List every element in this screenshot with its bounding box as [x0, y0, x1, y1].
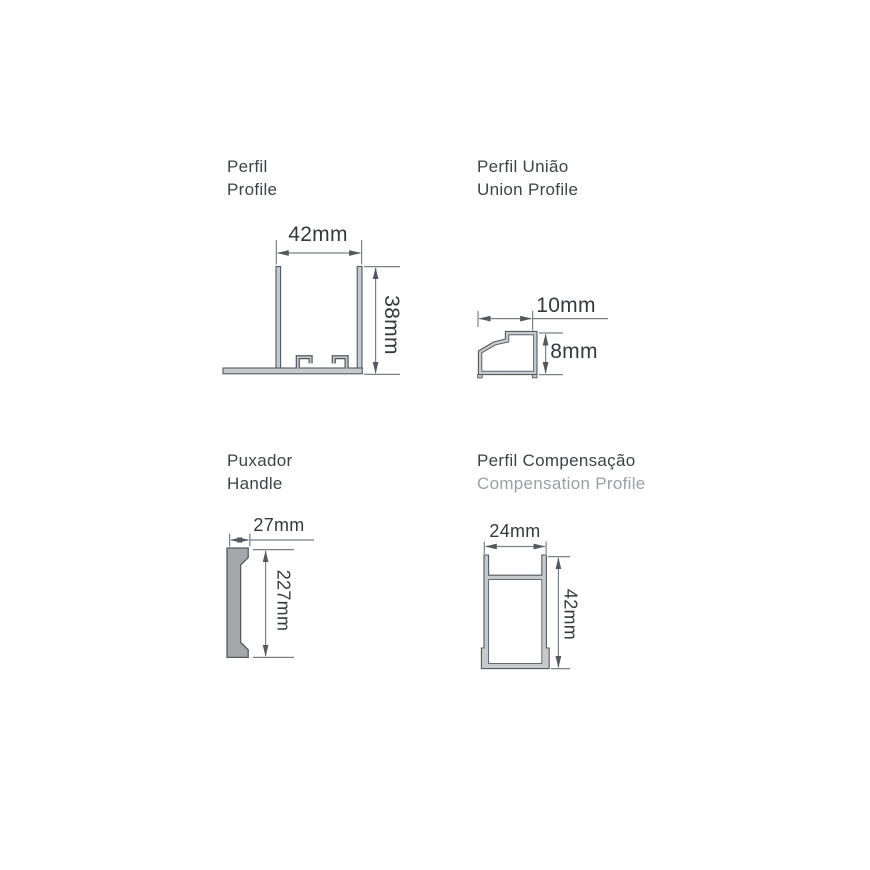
handle-shape: [227, 548, 248, 657]
profile-width-dimension-label: 42mm: [288, 223, 348, 246]
handle-height-dimension-label: 227mm: [273, 569, 294, 632]
compensation-profile-title-pt: Perfil Compensação: [477, 451, 636, 470]
profile-base: [223, 368, 362, 374]
union-profile-title-pt: Perfil União: [477, 157, 569, 176]
union-profile-height-dimension-label: 8mm: [550, 340, 598, 363]
handle-width-dimension-label: 27mm: [253, 515, 305, 535]
handle-cross-section: [227, 548, 248, 657]
profile-glass-clips: [298, 357, 347, 368]
compensation-profile-height-dimension-label: 42mm: [560, 588, 581, 641]
profile-height-dimension-label: 38mm: [380, 295, 403, 355]
union-profile-cross-section: [478, 331, 537, 377]
union-profile-foot-left: [478, 375, 483, 378]
profile-right-wall: [357, 267, 362, 369]
compensation-profile-title-en: Compensation Profile: [477, 473, 646, 493]
profile-title-pt: Perfil: [227, 157, 268, 176]
profile-title-en: Profile: [227, 179, 278, 199]
profile-cross-section: [223, 267, 362, 374]
compensation-profile-width-dimension-label: 24mm: [489, 521, 541, 541]
handle-title-en: Handle: [227, 473, 283, 493]
union-profile-foot-right: [532, 375, 537, 378]
union-profile-title-en: Union Profile: [477, 179, 579, 199]
handle-title: [227, 450, 292, 495]
profile-title: [227, 156, 277, 201]
compensation-profile-cavity: [489, 580, 542, 664]
compensation-profile-cross-section: [481, 555, 549, 669]
compensation-profile-title: [477, 450, 646, 495]
union-profile-title: [477, 156, 578, 201]
profile-left-wall: [276, 267, 281, 369]
handle-title-pt: Puxador: [227, 451, 293, 470]
union-profile-width-dimension-label: 10mm: [536, 294, 596, 317]
